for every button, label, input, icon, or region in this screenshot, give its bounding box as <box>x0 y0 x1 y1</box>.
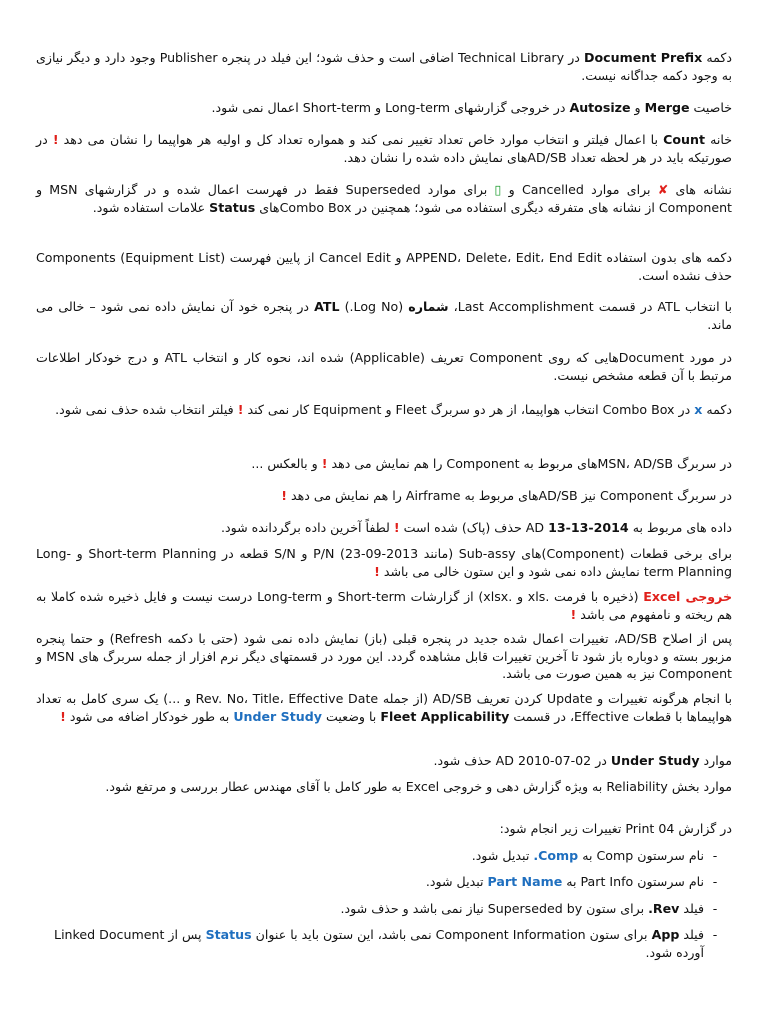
list-item-text <box>36 847 704 865</box>
text: با انتخاب ATL در قسمت Last Accomplishment، <box>453 299 733 314</box>
text: نام سرستون Comp به <box>582 848 704 863</box>
note-cancelled-superseded <box>36 181 732 216</box>
note-print04-intro <box>36 820 732 838</box>
bold-term: Count <box>663 132 705 147</box>
list-item-text <box>36 873 704 891</box>
text: AD حذف (پاک) شده است <box>403 520 545 535</box>
bullet-dash: - <box>712 874 718 889</box>
text: با وضعیت <box>325 708 377 724</box>
bold-term: 2014-13-13 <box>548 520 629 535</box>
blue-term: Part Name <box>487 874 563 889</box>
note-component-tab <box>36 487 732 505</box>
text: علامات استفاده شود. <box>92 199 206 215</box>
text: در گزارش Print 04 تغییرات زیر انجام شود: <box>499 821 732 836</box>
blue-term: Comp. <box>533 848 579 863</box>
text: در صورتیکه باید در هر لحظه تعداد AD/SBهای نمایش داده شده را نشان دهد. <box>36 132 732 165</box>
note-atl-log-no <box>36 298 732 333</box>
text: داده های مربوط به <box>632 520 732 535</box>
note-unused-buttons <box>36 249 732 284</box>
bullet-dash: - <box>712 927 718 942</box>
note-update-ad-sb <box>36 690 732 725</box>
note-under-study <box>36 752 732 770</box>
text: برای موارد Cancelled و <box>508 182 651 197</box>
text: تبدیل شود. <box>425 874 484 889</box>
note-component-documents <box>36 349 732 384</box>
checkbox-icon: ▯ <box>494 182 502 197</box>
text: برای برخی قطعات (Component)های Sub-assy (مانند 2013-09-23) P/N و S/N قطعه در Short-term Planning و Long-term Planning نمایش داده نمی شود و این ستون خالی می باشد <box>36 546 732 579</box>
status-term: Under Study <box>233 708 322 724</box>
text: فیلتر انتخاب شده حذف نمی شود. <box>55 402 234 417</box>
text: نام سرستون Part Info به <box>566 874 704 889</box>
bold-term: خروجی Excel <box>643 589 733 604</box>
list-item-text <box>36 900 704 918</box>
bold-term: Rev. <box>648 901 680 916</box>
exclamation-icon: ! <box>570 606 577 622</box>
text: دکمه های بدون استفاده APPEND، Delete، Edit، End Edit و Cancel Edit از پایین فهرست Components (Equipment List) حذف نشده است. <box>36 250 732 283</box>
list-item-text <box>36 926 704 961</box>
note-refresh <box>36 630 732 683</box>
note-document-prefix <box>36 49 732 84</box>
exclamation-icon: ! <box>237 402 244 417</box>
text: برای ستون Component Information نمی باشد، این ستون باید با عنوان <box>255 927 648 942</box>
text: خانه <box>710 132 732 147</box>
text: در AD 2010-07-02 حذف شود. <box>433 753 607 768</box>
x-button-term: x <box>694 402 703 417</box>
bold-term: Merge <box>644 100 690 115</box>
blue-term: Status <box>205 927 252 942</box>
bullet-dash: - <box>712 848 718 863</box>
text: در Technical Library اضافی است و حذف شود؛ این فیلد در پنجره Publisher وجود دارد و دیگر نیازی به وجود دکمه جداگانه نیست. <box>36 50 732 83</box>
text: در سربرگ Component نیز AD/SBهای مربوط به Airframe را هم نمایش می دهد <box>290 488 732 503</box>
note-merge-autosize <box>36 99 732 117</box>
text: تبدیل شود. <box>471 848 530 863</box>
text: فیلد <box>683 901 704 916</box>
text: برای موارد Superseded فقط در فهرست اعمال شده و در گزارشهای MSN و Component از نشانه های متفرقه دیگری استفاده می شود؛ همچنین در Combo Boxهای <box>36 182 732 215</box>
note-sub-assy <box>36 545 732 580</box>
text: دکمه <box>706 402 732 417</box>
text: نشانه های <box>675 182 732 197</box>
note-combo-x-button <box>36 401 732 419</box>
text: خاصیت <box>693 100 732 115</box>
text: با اعمال فیلتر و انتخاب موارد خاص تعداد تغییر نمی کند و همواره تعداد کل و اولیه هر هواپیما را نشان می دهد <box>63 132 659 147</box>
text: در مورد Documentهایی که روی Component تعریف (Applicable) شده اند، نحوه کار و انتخاب ATL و درج خودکار اطلاعات مرتبط با آن قطعه مشخص نیست. <box>36 350 732 383</box>
text: و <box>634 100 641 115</box>
exclamation-icon: ! <box>281 488 287 503</box>
note-count <box>36 131 732 166</box>
text: با انجام هرگونه تغییرات و Update کردن تعریف AD/SB (از جمله Rev. No، Title، Effective Date و ...) یک سری کامل به تعداد هواپیماها با قطعات Effective، در قسمت <box>36 691 732 724</box>
text: در Combo Box انتخاب هواپیما، از هر دو سربرگ Fleet و Equipment کار نمی کند <box>247 402 691 417</box>
text: لطفاً آخرین داده برگردانده شود. <box>220 520 390 535</box>
text: دکمه <box>706 50 732 65</box>
text: موارد بخش Reliability به ویژه گزارش دهی و خروجی Excel به طور کامل با آقای مهندس عطار بررسی و مرتفع شود. <box>105 779 732 794</box>
text: و بالعکس ... <box>251 456 318 471</box>
bold-term: Document Prefix <box>584 50 703 65</box>
bold-term: شماره <box>408 299 449 314</box>
bold-term: ATL <box>314 299 340 314</box>
text: پس از Linked Document آورده شود. <box>54 927 704 960</box>
bold-term: Autosize <box>569 100 631 115</box>
bold-term: App <box>651 927 680 942</box>
cross-mark-icon: ✘ <box>657 182 669 197</box>
note-reliability <box>36 778 732 796</box>
text: برای ستون Superseded by نیاز نمی باشد و حذف شود. <box>340 901 645 916</box>
exclamation-icon: ! <box>52 132 59 147</box>
exclamation-icon: ! <box>321 456 328 471</box>
text: (ذخیره با فرمت .xls و .xlsx) از گزارشات Short-term و Long-term درست نیست و فایل ذخیره شده کاملا به هم ریخته و نامفهوم می باشد <box>36 589 732 622</box>
text: فیلد <box>683 927 704 942</box>
text: در پنجره خود آن نمایش داده نمی شود – خالی می ماند. <box>36 299 732 332</box>
text: (Log No.) <box>344 299 404 314</box>
text: به طور خودکار اضافه می شود <box>69 708 230 724</box>
bold-term: Under Study <box>610 753 700 768</box>
text: موارد <box>703 753 732 768</box>
note-excel-output <box>36 588 732 623</box>
bold-term: Fleet Applicability <box>380 708 510 724</box>
exclamation-icon: ! <box>60 708 66 724</box>
note-deleted-data <box>36 519 732 537</box>
exclamation-icon: ! <box>374 563 380 579</box>
note-msn-tab <box>36 455 732 473</box>
bold-term: Status <box>209 199 256 215</box>
text: در سربرگ MSN، AD/SBهای مربوط به Component را هم نمایش می دهد <box>331 456 732 471</box>
bullet-dash: - <box>712 901 718 916</box>
exclamation-icon: ! <box>393 520 400 535</box>
text: پس از اصلاح AD/SB، تغییرات اعمال شده جدید در پنجره قبلی (باز) نمایش داده نمی شود (حتی با دکمه Refresh) و حتما پنجره مزبور بسته و دوباره باز شود تا آخرین تغییرات قابل مشاهده گردد. این مورد در قسمتهای دیگر نرم افزار از جمله سربرگ های MSN و Component نیز به همین صورت می باشد. <box>36 631 732 681</box>
text: در خروجی گزارشهای Long-term و Short-term اعمال نمی شود. <box>211 100 566 115</box>
